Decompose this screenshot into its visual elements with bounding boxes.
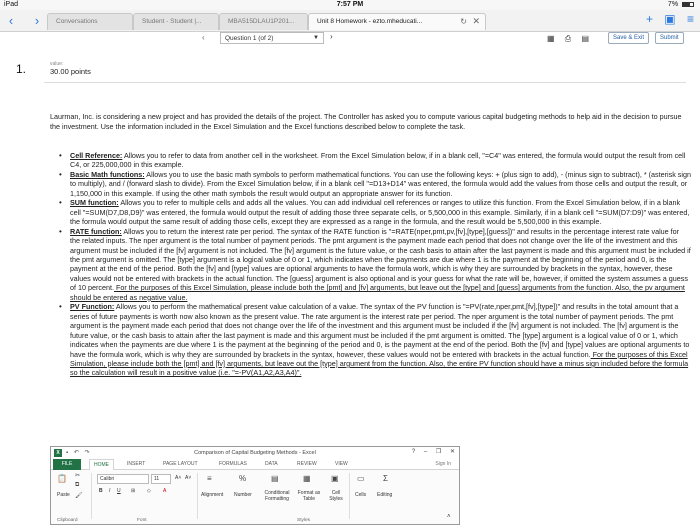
- previous-question-icon[interactable]: ‹: [202, 33, 205, 42]
- number-button[interactable]: Number: [234, 492, 252, 498]
- format-as-table-button[interactable]: Format as Table: [297, 490, 321, 502]
- browser-tab[interactable]: [133, 13, 219, 30]
- tab-formulas[interactable]: FORMULAS: [219, 461, 247, 467]
- bullet-instruction: For the purposes of this Excel Simulation, please include both the [pmt] and [fv] arguments, but leave out the [type] and [guess] arguments from the function. Also, the pv argument should be entered as negative value.: [70, 283, 685, 302]
- tab-label: Student - Student |...: [142, 18, 202, 25]
- bullet-text: Allows you to refer to data from another cell in the worksheet. From the Excel Simulation below, if in a blank cell, "=C4" was entered, the formula would output the result from cell C4, or 225,000,000 in this example.: [70, 151, 686, 170]
- close-icon[interactable]: ✕: [449, 449, 455, 455]
- list-item: [57, 170, 691, 198]
- menu-icon[interactable]: ≡: [686, 12, 694, 26]
- window-controls: [405, 448, 455, 455]
- divider: [44, 82, 686, 83]
- bullet-term: RATE function:: [70, 226, 122, 236]
- question-intro: Laurman, Inc. is considering a new project and has provided the details of the project. The Controller has asked you to compute various capital budgeting methods to help aid in the decision to pursue the investment. Use the information included in the Excel Simulation and the Excel functions described below to complete the task.: [50, 112, 682, 131]
- bullet-term: SUM function:: [70, 198, 119, 208]
- list-item: [57, 151, 691, 170]
- redo-icon[interactable]: ↷: [84, 450, 90, 456]
- conditional-formatting-icon[interactable]: ▤: [271, 474, 279, 483]
- excel-title: Comparison of Capital Budgeting Methods - Excel: [194, 450, 316, 456]
- underline-icon[interactable]: U: [117, 488, 121, 494]
- bullet-text: Allows you to refer to multiple cells and adds all the values. You can add individual cell references or ranges to utilize this function. From the Excel Simulation below, if in a blank cell "=SUM(D7,D8,D9)" was entered, the formula would output the result of adding those three separate cells, or 5,500,000 in this example. Similarly, if in a blank cell "=SUM(D7:D9)" was entered, the formula would output the same result of adding those cells, except they are expressed as a range in the formula, and the result would be 5,500,000 in this example.: [70, 198, 690, 227]
- new-tab-icon[interactable]: +: [645, 12, 653, 26]
- save-icon[interactable]: ▪: [66, 450, 69, 456]
- minimize-icon[interactable]: –: [423, 449, 428, 455]
- bullet-text: Allows you to return the interest rate per period. The syntax of the RATE function is "=RATE(nper,pmt,pv,[fv],[type],[guess])" and results in the percentage interest rate value for the related inputs. The nper argument is the total number of payment periods. The pmt argument is the payment made each period that does not change over the life of the investment and this argument must be included if the [fv] argument is not included. The [fv] argument is the future value, or the cash basis to attain after the last payment is made and this argument must be included if the pmt argument is omitted. The [type] argument is a logical value of 0 or 1, which indicates when the payments are due where 1 is the payment at the beginning of the period and 0, is the payment at the end of the period. Both the [fv] and [type] values are optional arguments to have the formula work, which is why they are surrounded by brackets in the syntax, however, these values would not be entered with brackets in the actual function. The [guess] argument is also optional and is your guess for what the rate will be, however, if omitted the system assumes a guess of 10 percent.: [70, 226, 691, 293]
- tab-data[interactable]: DATA: [265, 461, 278, 467]
- references-icon[interactable]: ▤: [581, 34, 589, 43]
- save-exit-button[interactable]: Save & Exit: [608, 32, 649, 44]
- cell-styles-icon[interactable]: ▣: [331, 474, 339, 483]
- submit-button[interactable]: Submit: [655, 32, 684, 44]
- browser-actions: [638, 12, 694, 26]
- cell-styles-button[interactable]: Cell Styles: [329, 490, 343, 502]
- alignment-icon[interactable]: ≡: [207, 474, 212, 483]
- clipboard-group-label: Clipboard: [57, 518, 78, 523]
- restore-icon[interactable]: ❐: [435, 449, 442, 455]
- clock: 7:57 PM: [336, 1, 364, 8]
- tab-page-layout[interactable]: PAGE LAYOUT: [163, 461, 198, 467]
- cells-button[interactable]: Cells: [355, 492, 367, 498]
- print-icon[interactable]: ⎙: [564, 34, 572, 43]
- ribbon-tabs: [51, 459, 459, 470]
- copy-icon[interactable]: ⧉: [75, 482, 80, 488]
- tab-label: Unit 8 Homework - ezto.mheducati...: [317, 18, 423, 25]
- list-item: [57, 198, 691, 226]
- paste-label[interactable]: Paste: [57, 492, 70, 498]
- format-as-table-icon[interactable]: ▦: [303, 474, 311, 483]
- font-name-select[interactable]: Calibri: [97, 474, 149, 484]
- excel-window: [50, 446, 460, 525]
- bullet-text: Allows you to perform the mathematical present value calculation of a value. The syntax of the PV function is "=PV(rate,nper,pmt,[fv],[type])" and results in the total amount that a series of future payments is worth now also known as the present value. The rate argument is the interest rate per period. The nper argument is the total number of payment periods. The pmt argument is the payment made each period that does not change over the life of the investment and this argument must be included if the [fv] argument is not included. The [fv] argument is the future value, or the cash basis to attain after the last payment is made and this argument must be included if the pmt argument is omitted. The [type] argument is a logical value of 0 or 1, which indicates when the payments are due where 1 is the payment at the beginning of the period and 0, is the payment at the end of the period. Both the [fv] and [type] values are optional arguments to have the formula work, which is why they are surrounded by brackets in the syntax, however, these values would not be entered with brackets in the actual function.: [70, 302, 690, 359]
- editing-icon[interactable]: Σ: [383, 474, 388, 483]
- tab-review[interactable]: REVIEW: [297, 461, 317, 467]
- back-arrow-icon[interactable]: ‹: [8, 13, 14, 28]
- editing-button[interactable]: Editing: [377, 492, 393, 498]
- shrink-font-icon[interactable]: A˅: [185, 475, 192, 481]
- sign-in-link[interactable]: Sign In: [435, 461, 451, 467]
- font-color-icon[interactable]: A: [163, 488, 167, 494]
- device-label: iPad: [4, 1, 19, 8]
- question-select[interactable]: [220, 32, 324, 44]
- paste-icon[interactable]: 📋: [57, 474, 67, 483]
- value-label: value:: [50, 61, 64, 67]
- help-icon[interactable]: ?: [411, 449, 416, 455]
- browser-tab[interactable]: [47, 13, 133, 30]
- browser-tab[interactable]: [219, 13, 308, 30]
- list-item: [57, 302, 691, 378]
- cut-icon[interactable]: ✂: [75, 473, 81, 479]
- question-select-value: Question 1 (of 2): [225, 35, 274, 42]
- tab-insert[interactable]: INSERT: [127, 461, 146, 467]
- cells-icon[interactable]: ▭: [357, 474, 365, 483]
- bullet-text: Allows you to use the basic math symbols to perform mathematical functions. You can use the following keys: + (plus sign to add), - (minus sign to subtract), * (asterisk sign to multiply), and / (forward slash to divide). From the Excel Simulation below, if in a blank cell "=D13+D14" was entered, the formula would add the values from those cells and output the result, or 1,150,000 in this example. If using the other math symbols the result would output an appropriate answer for its function.: [70, 169, 691, 198]
- tab-label: Conversations: [56, 18, 98, 25]
- font-group-label: Font: [137, 518, 147, 523]
- bullet-term: Basic Math functions:: [70, 169, 145, 179]
- battery-percent: 7%: [667, 1, 679, 8]
- bullet-term: Cell Reference:: [70, 151, 123, 160]
- excel-logo-icon: X: [54, 449, 62, 457]
- tab-label: MBA515DLAU1P201...: [228, 18, 295, 25]
- forward-arrow-icon[interactable]: ›: [34, 13, 40, 28]
- question-points: 30.00 points: [50, 67, 91, 76]
- tab-file[interactable]: FILE: [53, 459, 81, 470]
- bullet-instruction: For the purposes of this Excel Simulation, please include both the [pmt] and [fv] arguments, but leave out the [type] argument from the function. Also, the entire PV function should have a minus sign included before the formula so the calculation will result in a positive value (i.e. "=-PV(A1,A2,A3,A4)".: [70, 349, 689, 378]
- styles-group-label: Styles: [297, 518, 311, 523]
- list-item: [57, 227, 691, 303]
- alignment-button[interactable]: Alignment: [201, 492, 224, 498]
- borders-icon[interactable]: ⊞: [131, 488, 136, 494]
- font-size-select[interactable]: 11: [151, 474, 171, 484]
- ribbon-divider: [197, 473, 198, 519]
- browser-tab-active[interactable]: [308, 13, 486, 30]
- tab-view[interactable]: VIEW: [335, 461, 348, 467]
- status-bar: [0, 0, 700, 10]
- collapse-ribbon-icon[interactable]: ˄: [447, 514, 451, 520]
- excel-title-bar: [51, 447, 459, 459]
- function-list: [57, 151, 691, 378]
- tab-overview-icon[interactable]: ▣: [664, 12, 676, 26]
- ribbon-home: [51, 470, 459, 525]
- bullet-term: PV Function:: [70, 302, 115, 312]
- format-painter-icon[interactable]: 🖌: [75, 493, 83, 499]
- battery-status: [668, 1, 694, 8]
- close-tab-icon[interactable]: ✕: [472, 16, 480, 26]
- ribbon-divider: [91, 473, 92, 519]
- bold-icon[interactable]: B: [99, 488, 103, 494]
- calculator-icon[interactable]: ▦: [547, 34, 555, 43]
- question-toolbar: [0, 32, 700, 46]
- next-question-icon[interactable]: ›: [330, 32, 333, 41]
- question-number: 1.: [16, 62, 27, 76]
- browser-tab-bar: [0, 10, 700, 32]
- tab-home[interactable]: HOME: [89, 459, 114, 471]
- chevron-down-icon: ▼: [313, 35, 319, 41]
- ribbon-divider: [349, 473, 350, 519]
- italic-icon[interactable]: I: [109, 488, 111, 494]
- fill-color-icon[interactable]: ◇: [147, 488, 151, 494]
- undo-icon[interactable]: ↶: [73, 450, 79, 456]
- tool-icons: [547, 34, 597, 44]
- battery-icon: [682, 2, 694, 7]
- grow-font-icon[interactable]: A˄: [175, 475, 182, 481]
- number-icon[interactable]: %: [239, 474, 247, 483]
- reload-icon[interactable]: ↻: [460, 17, 467, 26]
- conditional-formatting-button[interactable]: Conditional Formatting: [264, 490, 290, 502]
